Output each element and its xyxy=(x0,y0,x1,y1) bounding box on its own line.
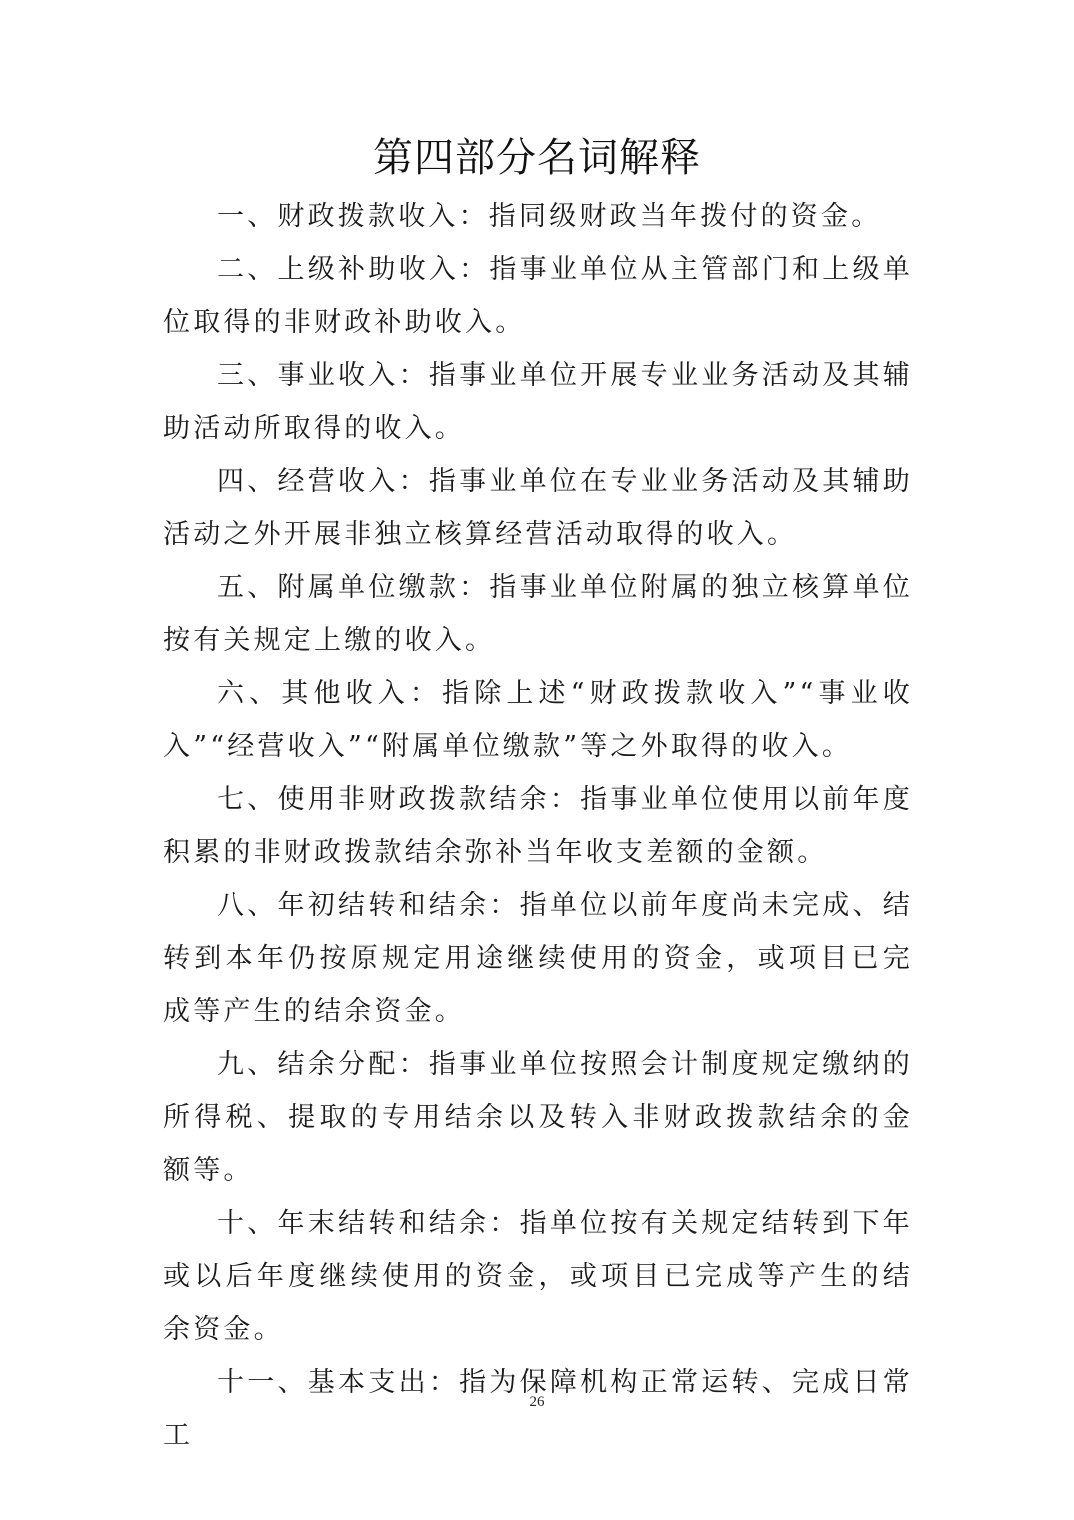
paragraph-11: 十一、基本支出：指为保障机构正常运转、完成日常工 xyxy=(163,1367,913,1451)
paragraph-10: 十、年末结转和结余：指单位按有关规定结转到下年或以后年度继续使用的资金，或项目已完成等产生的结余资金。 xyxy=(163,1208,913,1345)
page-number: 26 xyxy=(529,1394,545,1410)
paragraph-1: 一、财政拨款收入：指同级财政当年拨付的资金。 xyxy=(217,201,882,232)
paragraph-3: 三、事业收入：指事业单位开展专业业务活动及其辅助活动所取得的收入。 xyxy=(163,360,913,444)
paragraph-8: 八、年初结转和结余：指单位以前年度尚未完成、结转到本年仍按原规定用途继续使用的资金，或项目已完成等产生的结余资金。 xyxy=(163,890,913,1027)
paragraph-7: 七、使用非财政拨款结余：指事业单位使用以前年度积累的非财政拨款结余弥补当年收支差额的金额。 xyxy=(163,784,913,868)
page-title: 第四部分名词解释 xyxy=(373,135,701,181)
paragraph-9: 九、结余分配：指事业单位按照会计制度规定缴纳的所得税、提取的专用结余以及转入非财政拨款结余的金额等。 xyxy=(163,1049,913,1186)
document-body xyxy=(163,190,913,1462)
paragraph-4: 四、经营收入：指事业单位在专业业务活动及其辅助活动之外开展非独立核算经营活动取得的收入。 xyxy=(163,466,913,550)
paragraph-5: 五、附属单位缴款：指事业单位附属的独立核算单位按有关规定上缴的收入。 xyxy=(163,572,913,656)
paragraph-6: 六、其他收入：指除上述“财政拨款收入”“事业收入”“经营收入”“附属单位缴款”等之外取得的收入。 xyxy=(163,678,913,762)
paragraph-2: 二、上级补助收入：指事业单位从主管部门和上级单位取得的非财政补助收入。 xyxy=(163,254,913,338)
